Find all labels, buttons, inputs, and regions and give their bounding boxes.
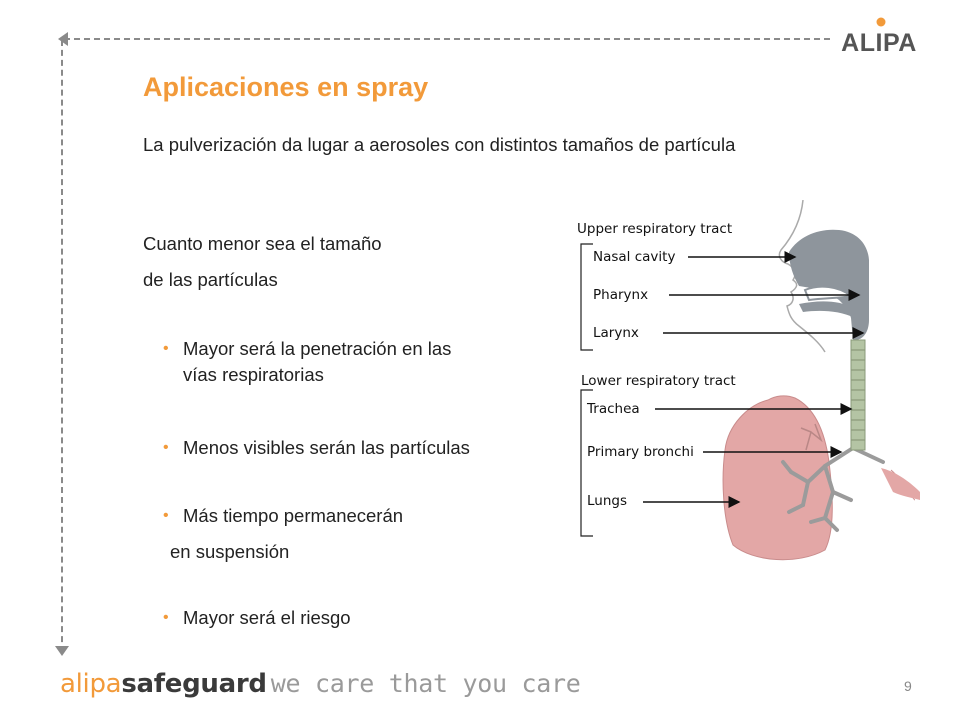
bullet-text: Mayor será el riesgo [183,607,351,628]
frame-left-dashed-line [61,40,63,652]
footer-brand [60,666,580,701]
lower-tract-title: Lower respiratory tract [581,373,736,389]
logo-text: ALIPA [841,29,917,54]
footer-brand-alipa: alipa [60,669,122,699]
lung-shape [723,396,832,560]
footer-tagline: we care that you care [270,669,581,698]
respiratory-tract-diagram [563,200,920,570]
trachea-shape [851,340,865,450]
label-larynx: Larynx [593,325,639,341]
frame-arrow-down-icon [55,646,69,656]
logo-dot [877,18,886,27]
footer-brand-safeguard: safeguard [121,669,267,699]
label-trachea: Trachea [587,401,640,417]
upper-tract-bracket [581,244,593,350]
page-number: 9 [904,678,912,694]
upper-airway-shape [789,230,869,340]
lead-line-1: Cuanto menor sea el tamaño [143,233,382,254]
bullet-dot-icon: • [163,439,169,456]
label-pharynx: Pharynx [593,287,649,303]
label-lungs: Lungs [587,493,627,509]
slide-title: Aplicaciones en spray [143,72,429,102]
upper-tract-title: Upper respiratory tract [577,221,733,237]
bullet-dot-icon: • [163,609,169,626]
bullet-continuation-respiratory: vías respiratorias [183,364,324,385]
bullet-text: Más tiempo permanecerán [183,505,404,526]
bullet-continuation-suspension: en suspensión [170,541,290,562]
lead-line-2: de las partículas [143,269,278,290]
frame-top-dashed-line [64,38,830,40]
bullet-dot-icon: • [163,340,169,357]
bullet-text: Mayor será la penetración en las [183,338,452,359]
alipa-logo [838,14,920,54]
label-nasal-cavity: Nasal cavity [593,249,676,265]
label-primary-bronchi: Primary bronchi [587,444,694,460]
bullet-text: Menos visibles serán las partículas [183,437,470,458]
bullet-dot-icon: • [163,507,169,524]
intro-paragraph: La pulverización da lugar a aerosoles con distintos tamaños de partícula [143,134,736,155]
frame-arrow-left-icon [58,32,68,46]
right-lung-partial [881,468,920,500]
